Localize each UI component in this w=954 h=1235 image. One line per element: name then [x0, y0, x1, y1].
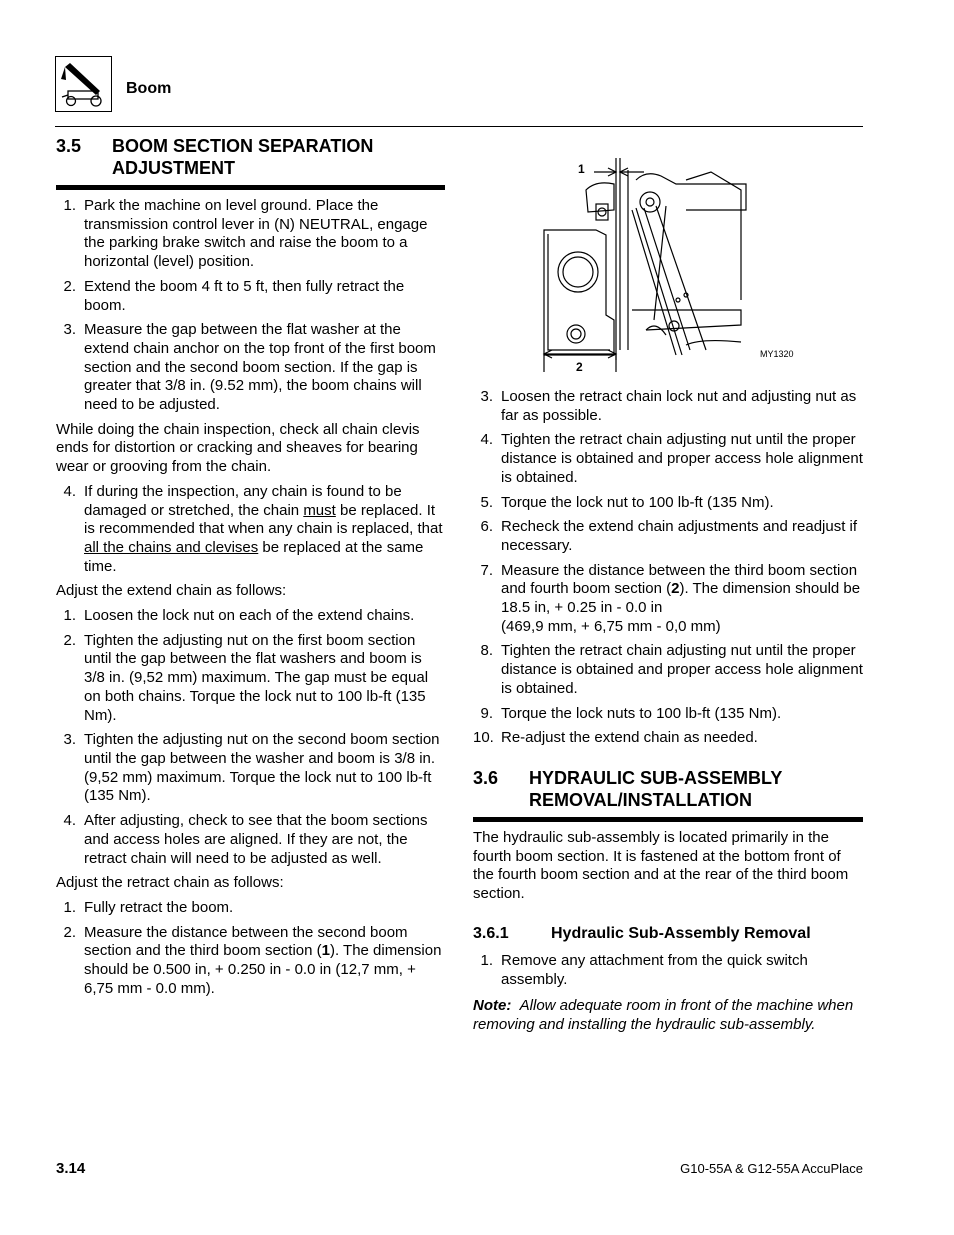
item-number: 1.	[63, 898, 76, 916]
item-number: 3.	[63, 731, 76, 749]
section-intro: The hydraulic sub-assembly is located primarily in the fourth boom section. It is fastened at the bottom front of the fourth boom section and at the rear of the third boom section.	[473, 829, 849, 903]
boom-section-diagram	[536, 150, 806, 376]
item-number: 3.	[480, 388, 493, 405]
item-number: 2.	[63, 631, 76, 649]
section-number: 3.6	[473, 768, 499, 788]
header-rule	[55, 126, 863, 127]
item-text: Tighten the retract chain adjusting nut until the proper distance is obtained and proper access hole alignment is obtained.	[501, 642, 863, 697]
list-item	[473, 431, 863, 487]
list-item	[473, 518, 863, 555]
list-item	[473, 729, 863, 748]
boom-logo-icon	[55, 56, 112, 112]
item-text: Park the machine on level ground. Place the transmission control lever in (N) NEUTRAL, engage the parking brake switch and raise the boom to a horizontal (level) position.	[84, 197, 428, 271]
item-text: If during the inspection, any chain is found to be damaged or stretched, the chain	[84, 482, 402, 519]
list-item	[56, 197, 445, 272]
boom-figure	[536, 150, 806, 376]
inspection-paragraph: While doing the chain inspection, check all chain clevis ends for distortion or cracking and sheaves for bearing wear or grooving from the chain.	[56, 420, 420, 476]
list-item	[56, 278, 445, 315]
item-text: After adjusting, check to see that the boom sections and access holes are aligned. If they are not, the retract chain will need to be adjusted as well.	[84, 812, 428, 867]
item-text: Tighten the retract chain adjusting nut until the proper distance is obtained and proper access hole alignment is obtained.	[501, 431, 863, 486]
list-item	[473, 642, 863, 698]
item-text: Tighten the adjusting nut on the second boom section until the gap between the washer and boom is 3/8 in. (9,52 mm) maximum. Torque the lock nut to 100 lb-ft (135 Nm).	[84, 731, 440, 805]
item-number: 2.	[63, 277, 76, 295]
list-item	[56, 483, 445, 577]
list-item	[56, 924, 445, 999]
figure-id: MY1320	[760, 349, 794, 359]
list-item	[473, 562, 863, 637]
item-text: Recheck the extend chain adjustments and readjust if necessary.	[501, 518, 858, 554]
list-item	[56, 632, 445, 726]
item-text: Measure the gap between the flat washer at the extend chain anchor on the top front of the first boom section and the second boom section. If the gap is greater that 3/8 in. (9.52 mm), the boom chains will need to be adjusted.	[84, 321, 436, 414]
note-text: Allow adequate room in front of the machine when removing and installing the hydraulic sub-assembly.	[473, 997, 854, 1033]
section-title: BOOM SECTION SEPARATION ADJUSTMENT	[112, 136, 374, 178]
item-text: Loosen the lock nut on each of the extend chains.	[84, 607, 415, 625]
item-text: (469,9 mm, + 6,75 mm - 0,0 mm)	[501, 617, 721, 635]
subsection-title: Hydraulic Sub-Assembly Removal	[551, 924, 811, 942]
callout-1: 1	[578, 162, 585, 176]
list-item	[56, 731, 445, 806]
item-number: 4.	[63, 482, 76, 500]
item-text: be replaced. It is recommended that when any chain is replaced, that	[84, 501, 443, 538]
subsection-number: 3.6.1	[473, 924, 509, 942]
section-number: 3.5	[56, 136, 82, 156]
item-number: 3.	[63, 321, 76, 339]
list-item	[56, 899, 445, 918]
item-number: 7.	[480, 561, 493, 579]
list-item	[56, 607, 445, 626]
item-number: 2.	[63, 923, 76, 941]
section-3-6-heading	[473, 767, 863, 822]
page-number: 3.14	[56, 1160, 86, 1177]
item-number: 1.	[63, 197, 76, 214]
footer-model: G10-55A & G12-55A AccuPlace	[680, 1161, 863, 1176]
list-item	[473, 388, 863, 425]
item-text: be replaced at the same time.	[84, 538, 424, 575]
extend-intro: Adjust the extend chain as follows:	[56, 582, 287, 600]
item-text: Fully retract the boom.	[84, 898, 234, 916]
note	[473, 997, 863, 1034]
list-item	[473, 494, 863, 513]
subsection-heading	[473, 924, 863, 944]
item-text: Measure the distance between the second boom section and the third boom section (	[84, 923, 408, 960]
section-3-6-body	[473, 829, 863, 1035]
item-number: 6.	[480, 518, 493, 536]
item-number: 9.	[480, 704, 493, 722]
item-number: 5.	[480, 493, 493, 511]
item-text: Measure the distance between the third boom section and fourth boom section (	[501, 561, 858, 598]
list-item	[56, 812, 445, 868]
right-column	[473, 388, 863, 754]
callout-2: 2	[576, 360, 583, 374]
item-text: Tighten the adjusting nut on the first boom section until the gap between the flat washers and boom is 3/8 in. (9,52 mm) maximum. The gap must be equal on both chains. Torque the lock nut to 100 lb-ft (135 Nm).	[84, 631, 429, 724]
callout-ref: 2	[671, 580, 680, 598]
underlined-text: must	[303, 501, 336, 519]
left-column	[56, 197, 445, 1004]
item-text: Torque the lock nuts to 100 lb-ft (135 Nm).	[501, 704, 782, 722]
underlined-text: all the chains and clevises	[84, 538, 259, 556]
item-text: Extend the boom 4 ft to 5 ft, then fully retract the boom.	[84, 277, 405, 314]
item-text: Re-adjust the extend chain as needed.	[501, 729, 758, 747]
item-number: 10.	[473, 729, 494, 747]
item-text: Loosen the retract chain lock nut and adjusting nut as far as possible.	[501, 388, 857, 424]
item-number: 4.	[480, 431, 493, 449]
item-text: ). The dimension should be 18.5 in, + 0.25 in - 0.0 in	[501, 580, 861, 617]
item-number: 8.	[480, 642, 493, 660]
item-number: 1.	[63, 607, 76, 625]
section-3-5-heading	[56, 135, 445, 190]
retract-intro: Adjust the retract chain as follows:	[56, 874, 284, 892]
list-item	[473, 952, 863, 989]
item-text: ). The dimension should be 0.500 in, + 0.250 in - 0.0 in (12,7 mm, + 6,75 mm - 0.0 mm).	[84, 942, 442, 997]
list-item	[473, 705, 863, 724]
callout-ref: 1	[321, 942, 330, 960]
note-label: Note:	[473, 997, 512, 1015]
item-number: 4.	[63, 812, 76, 830]
item-text: Torque the lock nut to 100 lb-ft (135 Nm).	[501, 493, 774, 511]
section-title: HYDRAULIC SUB-ASSEMBLY REMOVAL/INSTALLATION	[529, 768, 783, 810]
item-number: 1.	[480, 951, 493, 969]
list-item	[56, 321, 445, 415]
header-title: Boom	[126, 80, 172, 97]
item-text: Remove any attachment from the quick switch assembly.	[501, 951, 808, 988]
